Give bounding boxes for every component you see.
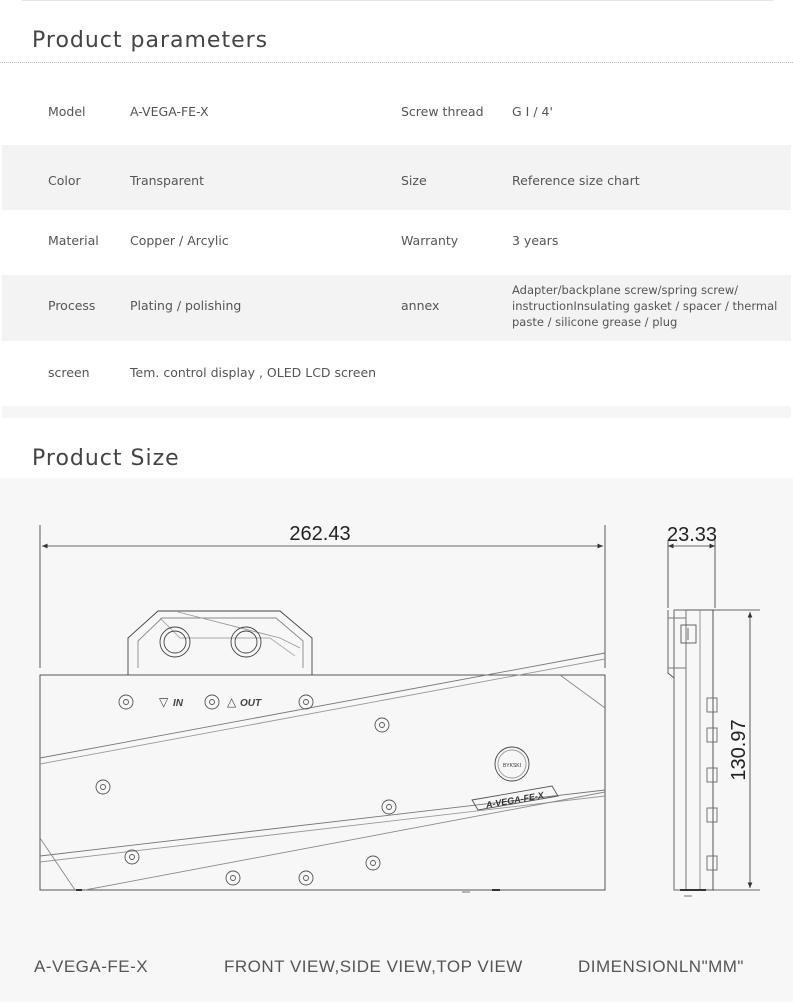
param-row-color [2, 145, 791, 210]
width-dimension-label: 262.43 [289, 523, 351, 545]
in-arrow-icon: ▽ [159, 695, 169, 709]
param-label: Size [401, 173, 427, 188]
param-row-material [2, 210, 791, 275]
parameters-title-divider [0, 62, 793, 63]
param-label: Warranty [401, 233, 459, 248]
param-label: Color [48, 173, 81, 188]
param-label: Process [48, 298, 96, 313]
param-value: Transparent [130, 173, 205, 188]
param-value: Copper / Arcylic [130, 233, 229, 248]
in-label: IN [173, 698, 183, 709]
param-row-model [2, 80, 791, 145]
side-view [668, 610, 717, 896]
param-row-screen [2, 341, 791, 406]
caption-model: A-VEGA-FE-X [34, 957, 149, 976]
param-label: annex [401, 298, 440, 313]
param-label: Material [48, 233, 99, 248]
technical-drawing [0, 478, 793, 1002]
brand-badge-text: BYKSKI [502, 763, 522, 769]
out-label: OUT [240, 698, 262, 709]
param-value: Reference size chart [512, 173, 640, 188]
caption-views: FRONT VIEW,SIDE VIEW,TOP VIEW [224, 957, 523, 976]
param-value: 3 years [512, 233, 559, 248]
model-plate-text: A-VEGA-FE-X [485, 790, 545, 811]
param-row-process [2, 275, 791, 341]
top-divider [22, 0, 774, 1]
param-value: Plating / polishing [130, 298, 242, 313]
height-dimension-label: 130.97 [728, 719, 750, 781]
param-value: G I / 4' [512, 104, 553, 119]
front-view [40, 611, 605, 892]
parameters-table [2, 80, 791, 418]
param-label: screen [48, 365, 90, 380]
thickness-dimension-label: 23.33 [666, 524, 718, 546]
height-dimension [713, 610, 760, 890]
param-label: Screw thread [401, 104, 484, 119]
param-label: Model [48, 104, 86, 119]
out-arrow-icon: △ [227, 695, 237, 709]
size-drawing-panel [0, 478, 793, 1002]
size-section-title: Product Size [32, 446, 180, 471]
parameters-section-title: Product parameters [32, 28, 269, 53]
param-value: A-VEGA-FE-X [130, 104, 209, 119]
thickness-dimension [667, 524, 717, 608]
width-dimension [40, 523, 605, 668]
port-labels [159, 695, 262, 709]
param-value: Adapter/backplane screw/spring screw/ instructionInsulating gasket / spacer / thermal paste / silicone grease / plug [512, 283, 778, 329]
param-value: Tem. control display , OLED LCD screen [130, 365, 377, 380]
caption-unit: DIMENSIONLN"MM" [578, 957, 744, 976]
